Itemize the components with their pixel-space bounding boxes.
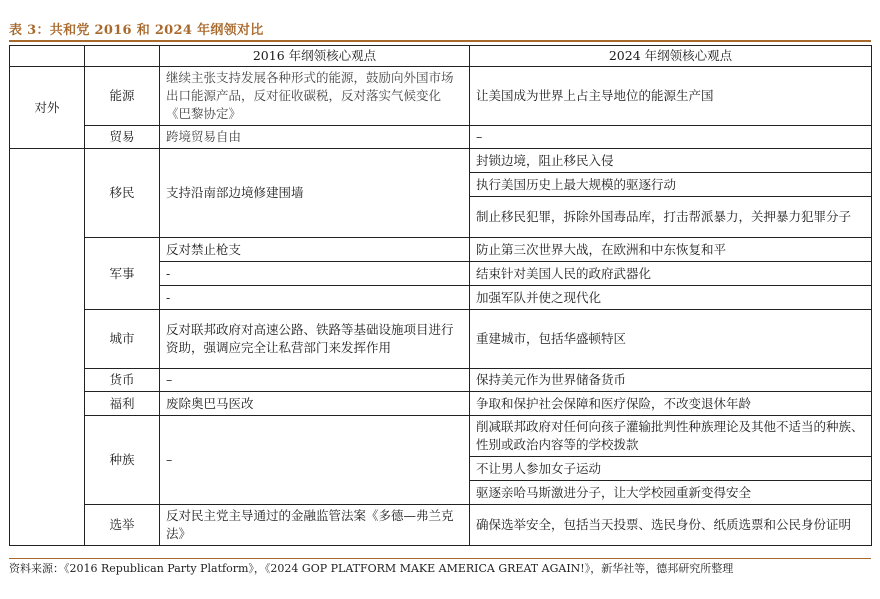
table-row <box>10 369 872 392</box>
topic-race: 种族 <box>85 416 160 505</box>
header-2016: 2016 年纲领核心观点 <box>160 46 470 67</box>
table-row <box>10 126 872 149</box>
clipped-previous-line <box>0 0 880 6</box>
immigration-2024-1: 封锁边境，阻止移民入侵 <box>470 149 872 173</box>
topic-welfare: 福利 <box>85 392 160 416</box>
welfare-2024: 争取和保护社会保障和医疗保险，不改变退休年龄 <box>470 392 872 416</box>
table-row <box>10 238 872 262</box>
race-2024-3: 驱逐亲哈马斯激进分子，让大学校园重新变得安全 <box>470 481 872 505</box>
topic-election: 选举 <box>85 505 160 546</box>
military-2024-3: 加强军队并使之现代化 <box>470 286 872 310</box>
energy-2016: 继续主张支持发展各种形式的能源，鼓励向外国市场出口能源产品，反对征收碳税，反对落实气候变化《巴黎协定》 <box>160 67 470 126</box>
topic-immigration: 移民 <box>85 149 160 238</box>
table-row <box>10 310 872 369</box>
race-2024-2: 不让男人参加女子运动 <box>470 457 872 481</box>
election-2016: 反对民主党主导通过的金融监管法案《多德—弗兰克法》 <box>160 505 470 546</box>
topic-military: 军事 <box>85 238 160 310</box>
topic-city: 城市 <box>85 310 160 369</box>
table-caption: 表 3：共和党 2016 和 2024 年纲领对比 <box>9 23 264 38</box>
header-2024: 2024 年纲领核心观点 <box>470 46 872 67</box>
currency-2016: – <box>160 369 470 392</box>
military-2016-2: - <box>160 262 470 286</box>
topic-energy: 能源 <box>85 67 160 126</box>
table-row <box>10 67 872 126</box>
city-2016: 反对联邦政府对高速公路、铁路等基础设施项目进行资助，强调应完全让私营部门来发挥作用 <box>160 310 470 369</box>
city-2024: 重建城市，包括华盛顿特区 <box>470 310 872 369</box>
table-row <box>10 416 872 457</box>
platform-comparison-table <box>9 45 872 546</box>
race-2016: – <box>160 416 470 505</box>
source-rule <box>9 558 871 559</box>
table-row <box>10 392 872 416</box>
header-row <box>10 46 872 67</box>
military-2016-3: - <box>160 286 470 310</box>
military-2016-1: 反对禁止枪支 <box>160 238 470 262</box>
immigration-2024-2: 执行美国历史上最大规模的驱逐行动 <box>470 173 872 197</box>
header-blank-category <box>10 46 85 67</box>
election-2024: 确保选举安全，包括当天投票、选民身份、纸质选票和公民身份证明 <box>470 505 872 546</box>
immigration-2024-3: 制止移民犯罪，拆除外国毒品库，打击帮派暴力，关押暴力犯罪分子 <box>470 197 872 238</box>
trade-2024: – <box>470 126 872 149</box>
source-note: 资料来源：《2016 Republican Party Platform》，《2024 GOP PLATFORM MAKE AMERICA GREAT AGAIN!》，新华社等，德邦研究所整理 <box>9 562 734 575</box>
immigration-2016: 支持沿南部边境修建围墙 <box>160 149 470 238</box>
topic-trade: 贸易 <box>85 126 160 149</box>
welfare-2016: 废除奥巴马医改 <box>160 392 470 416</box>
table-row <box>10 505 872 546</box>
category-foreign: 对外 <box>10 67 85 149</box>
table-row <box>10 149 872 173</box>
category-domestic-blank <box>10 149 85 546</box>
currency-2024: 保持美元作为世界储备货币 <box>470 369 872 392</box>
caption-rule <box>9 40 871 42</box>
trade-2016: 跨境贸易自由 <box>160 126 470 149</box>
race-2024-1: 削减联邦政府对任何向孩子灌输批判性种族理论及其他不适当的种族、性别或政治内容等的学校拨款 <box>470 416 872 457</box>
military-2024-1: 防止第三次世界大战，在欧洲和中东恢复和平 <box>470 238 872 262</box>
energy-2024: 让美国成为世界上占主导地位的能源生产国 <box>470 67 872 126</box>
topic-currency: 货币 <box>85 369 160 392</box>
military-2024-2: 结束针对美国人民的政府武器化 <box>470 262 872 286</box>
header-blank-topic <box>85 46 160 67</box>
